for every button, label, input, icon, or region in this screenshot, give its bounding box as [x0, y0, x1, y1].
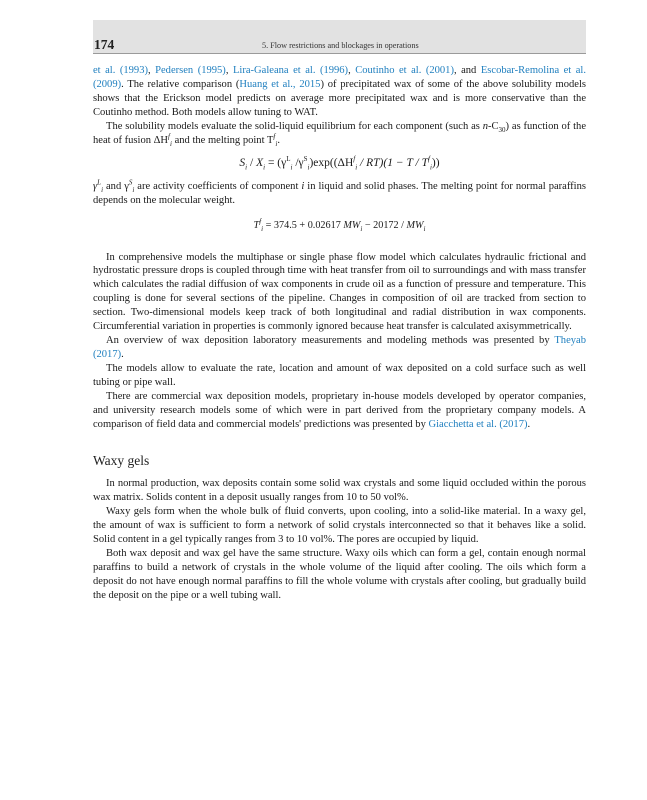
citation-link[interactable]: Coutinho et al. (2001): [355, 65, 454, 76]
paragraph-text: .: [277, 134, 280, 146]
eq-symbol: T: [253, 219, 260, 231]
eq-operator: = 374.5 + 0.02617: [263, 219, 344, 231]
eq-symbol: S: [239, 156, 246, 169]
citation-link[interactable]: et al. (1993): [93, 65, 148, 76]
paragraph-text: There are commercial wax deposition models, proprietary in-house models developed by operator companies, and university research models some of which were in part derived from the proprietary company models. A comparison of field data and commercial models' predictions was presented by: [93, 391, 586, 430]
paragraph-text: .: [121, 349, 124, 361]
eq-subscript: i: [261, 224, 264, 233]
eq-symbol: X: [256, 156, 264, 169]
paragraph-text: ) as function of the heat of fusion ΔH: [93, 120, 587, 146]
paragraph-text: in liquid and solid phases. The melting point for normal paraffins depends on the molecular weight.: [93, 180, 586, 206]
paragraph-7: [93, 390, 586, 432]
citation-link[interactable]: Escobar-Remolina et al. (2009): [93, 65, 586, 90]
citation-link[interactable]: Theyab (2017): [93, 335, 586, 361]
eq-superscript: f: [353, 154, 356, 163]
eq-superscript: S: [303, 154, 308, 163]
eq-superscript: f: [428, 154, 430, 163]
eq-operator: − 20172 /: [362, 219, 407, 231]
eq-operator: /γ: [292, 156, 304, 169]
eq-subscript: i: [290, 163, 293, 172]
paragraph-text: ) of precipitated wax of some of the above solubility models shows that the Erickson model predicts on average more precipitated wax and is more conservative than the Coutinho method. Both models allow tuning to WAT.: [93, 78, 587, 118]
citation-link[interactable]: Giacchetta et al. (2017): [428, 418, 528, 430]
separator: ,: [348, 65, 356, 76]
citation-link[interactable]: Lira-Galeana et al. (1996): [232, 65, 349, 76]
eq-superscript: L: [286, 154, 291, 163]
symbol: i: [301, 180, 305, 192]
paragraph-3: $\gamma^L_i$ and $\gamma^S_i$ are activity coefficients of component i in liquid and solid phases. The melting point for normal paraffins depends on the molecular weight.: [93, 178, 586, 206]
eq-operator: / RT)(1 − T / T: [357, 156, 428, 169]
paragraph-text: . The relative comparison (: [121, 78, 240, 90]
symbol: γ: [93, 180, 98, 192]
page-number: 174: [94, 37, 115, 52]
paragraph-text: and the melting point T: [174, 134, 274, 146]
eq-operator: = (γ: [265, 156, 287, 169]
eq-subscript: i: [307, 163, 310, 172]
separator: ,: [147, 65, 156, 76]
paragraph-4: In comprehensive models the multiphase or single phase flow model which calculates hydraulic frictional and hydrostatic pressure drops is coupled through time with heat transfer from oil to surroundings and with mass transfer which calculates the radial diffusion of wax components in crude oil as a function of pressure and temperature. This coupling is done for several sections of the pipeline. Changes in composition of oil are tracked from section to section. Two-dimensional models keep track of both longitudinal and radial distribution in wax components. Circumferential variation in properties is commonly ignored because heat transfer is calculated axisymmetrically.: [93, 251, 586, 333]
paragraph-text: are activity coefficients of component: [134, 180, 302, 192]
body-text: [93, 64, 586, 602]
eq-superscript: f: [259, 217, 262, 226]
equation-melting-point: [93, 219, 586, 233]
paragraph-5: [93, 334, 586, 362]
paragraph-2: The solubility models evaluate the solid-liquid equilibrium for each component (such as $n-C_{30}$) as function of the heat of fusion $\Delta H^f_i$ and the melting point $T^f_i$.: [93, 120, 587, 148]
paragraph-9: Waxy gels form when the whole bulk of fluid converts, upon cooling, into a solid-like material. In a waxy gel, the amount of wax is sufficient to form a network of solid crystals interconnected so that it behaves like a solid. Solid content in a gel typically ranges from 3 to 10 vol%. The pores are occupied by liquid.: [93, 505, 586, 545]
separator: , and: [453, 65, 481, 76]
eq-subscript: i: [355, 163, 358, 172]
eq-subscript: i: [245, 163, 248, 172]
paragraph-6: The models allow to evaluate the rate, location and amount of wax deposited on a cold surface such as well tubing or pipe wall.: [93, 363, 586, 389]
paragraph-text: and γ: [103, 180, 129, 192]
eq-symbol: MW: [343, 219, 361, 231]
separator: ,: [225, 65, 233, 76]
citation-link[interactable]: Huang et al., 2015: [239, 78, 321, 90]
paragraph-text: .: [527, 418, 531, 430]
citation-link[interactable]: Pedersen (1995): [155, 65, 226, 76]
paragraph-8: In normal production, wax deposits contain some solid wax crystals and some liquid occluded within the porous wax matrix. Solids content in a deposit usually ranges from 10 to 50 vol%.: [93, 477, 586, 503]
paragraph-10: Both wax deposit and wax gel have the same structure. Waxy oils which can form a gel, contain enough normal paraffins to build a network of crystals in the whole volume of the liquid after cooling. The oils which form a deposit do not have enough normal paraffins to fill the whole volume with crystals after cooling, but gradually build the deposit on the pipe or a well tubing wall.: [93, 547, 586, 601]
superscript: S: [128, 178, 133, 187]
subscript: 30: [498, 125, 506, 134]
section-title: Waxy gels: [93, 452, 150, 468]
eq-operator: /: [247, 156, 257, 169]
eq-operator: )exp((ΔH: [309, 156, 354, 169]
eq-subscript: i: [360, 224, 363, 233]
eq-operator: )): [431, 156, 440, 169]
eq-subscript: i: [423, 224, 426, 233]
equation-solubility: [93, 154, 586, 172]
italic-n: n: [482, 120, 488, 132]
eq-subscript: i: [429, 163, 432, 172]
paragraph-text: An overview of wax deposition laboratory measurements and modeling methods was presented by: [106, 335, 555, 347]
paragraph-1: [93, 64, 586, 120]
superscript: L: [97, 178, 102, 187]
paragraph-text: -C: [488, 120, 499, 132]
eq-symbol: MW: [406, 219, 424, 231]
running-head: 5. Flow restrictions and blockages in operations: [262, 41, 419, 50]
paragraph-text: The solubility models evaluate the solid-liquid equilibrium for each component (such as: [106, 120, 483, 132]
eq-subscript: i: [263, 163, 266, 172]
header-rule: [93, 53, 586, 54]
